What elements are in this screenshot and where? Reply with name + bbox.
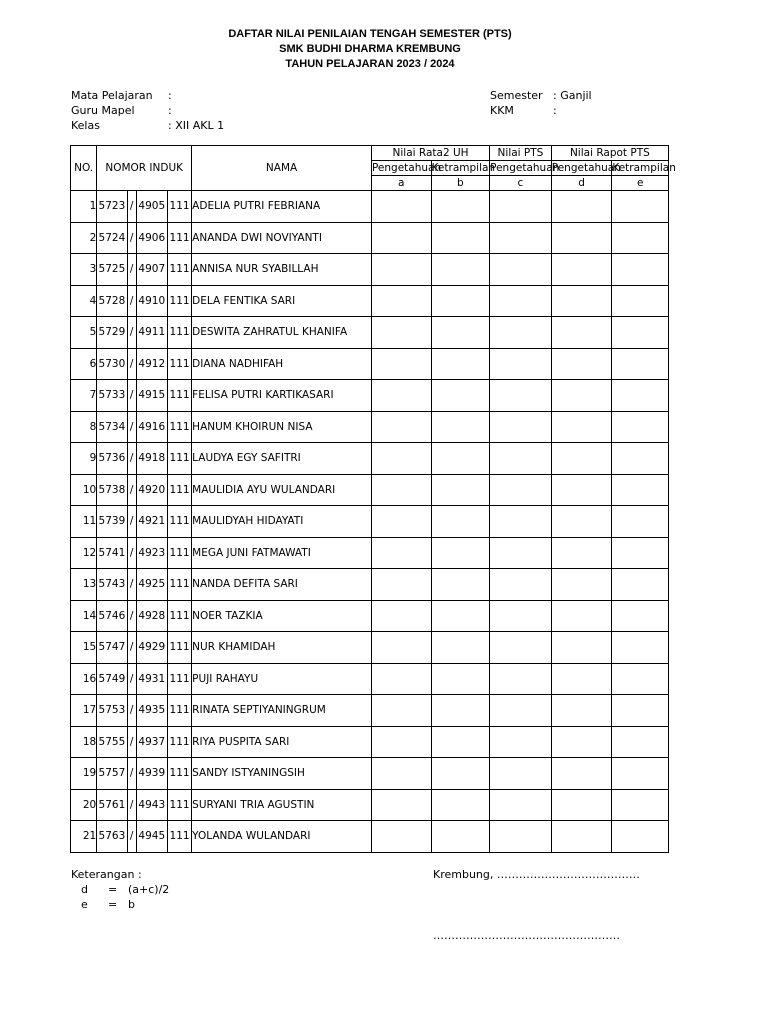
col-header-nomor-induk: NOMOR INDUK xyxy=(97,146,192,191)
column-letter: c xyxy=(490,176,552,191)
nomor-induk-1: 5729 xyxy=(97,317,127,349)
student-name: ANNISA NUR SYABILLAH xyxy=(192,254,372,286)
grade-c-cell[interactable] xyxy=(490,411,552,443)
grade-b-cell[interactable] xyxy=(431,348,490,380)
row-no: 7 xyxy=(71,380,97,412)
row-no: 1 xyxy=(71,191,97,223)
column-letter: d xyxy=(551,176,612,191)
legend-e-var: e xyxy=(81,898,88,911)
row-no: 11 xyxy=(71,506,97,538)
row-no: 5 xyxy=(71,317,97,349)
nomor-induk-separator: / xyxy=(127,222,136,254)
grade-a-cell[interactable] xyxy=(371,695,431,727)
row-no: 15 xyxy=(71,632,97,664)
grade-a-cell[interactable] xyxy=(371,600,431,632)
nomor-induk-3: 111 xyxy=(167,254,191,286)
table-body xyxy=(71,191,669,853)
grade-e-cell[interactable] xyxy=(612,821,669,853)
legend-e-formula: b xyxy=(128,898,135,911)
grade-d-cell[interactable] xyxy=(551,254,612,286)
nomor-induk-3: 111 xyxy=(167,474,191,506)
doc-title: DAFTAR NILAI PENILAIAN TENGAH SEMESTER (PTS) xyxy=(228,28,512,40)
table-row xyxy=(71,474,669,506)
student-name: SURYANI TRIA AGUSTIN xyxy=(192,789,372,821)
grade-b-cell[interactable] xyxy=(431,380,490,412)
nomor-induk-2: 4921 xyxy=(136,506,167,538)
table-row xyxy=(71,285,669,317)
nomor-induk-1: 5741 xyxy=(97,537,127,569)
grade-a-cell[interactable] xyxy=(371,789,431,821)
kkm-value: : xyxy=(553,104,557,117)
grade-a-cell[interactable] xyxy=(371,254,431,286)
nomor-induk-separator: / xyxy=(127,317,136,349)
nomor-induk-separator: / xyxy=(127,726,136,758)
grade-d-cell[interactable] xyxy=(551,726,612,758)
student-name: MEGA JUNI FATMAWATI xyxy=(192,537,372,569)
nomor-induk-2: 4929 xyxy=(136,632,167,664)
grade-c-cell[interactable] xyxy=(490,663,552,695)
nomor-induk-1: 5733 xyxy=(97,380,127,412)
grade-e-cell[interactable] xyxy=(612,380,669,412)
nomor-induk-2: 4912 xyxy=(136,348,167,380)
nomor-induk-3: 111 xyxy=(167,569,191,601)
grade-a-cell[interactable] xyxy=(371,758,431,790)
nomor-induk-separator: / xyxy=(127,821,136,853)
subheader-ketrampilan: Ketrampilan xyxy=(612,162,676,174)
student-name: MAULIDIA AYU WULANDARI xyxy=(192,474,372,506)
table-row xyxy=(71,695,669,727)
student-name: NOER TAZKIA xyxy=(192,600,372,632)
grade-e-cell[interactable] xyxy=(612,222,669,254)
grade-a-cell[interactable] xyxy=(371,569,431,601)
nomor-induk-separator: / xyxy=(127,474,136,506)
grade-a-cell[interactable] xyxy=(371,474,431,506)
nomor-induk-separator: / xyxy=(127,600,136,632)
grade-d-cell[interactable] xyxy=(551,758,612,790)
grade-b-cell[interactable] xyxy=(431,663,490,695)
table-row xyxy=(71,411,669,443)
grade-a-cell[interactable] xyxy=(371,411,431,443)
row-no: 2 xyxy=(71,222,97,254)
nomor-induk-separator: / xyxy=(127,191,136,223)
nomor-induk-1: 5724 xyxy=(97,222,127,254)
grade-d-cell[interactable] xyxy=(551,789,612,821)
grade-a-cell[interactable] xyxy=(371,348,431,380)
grade-a-cell[interactable] xyxy=(371,317,431,349)
grade-c-cell[interactable] xyxy=(490,695,552,727)
nomor-induk-2: 4943 xyxy=(136,789,167,821)
table-row xyxy=(71,821,669,853)
grade-a-cell[interactable] xyxy=(371,191,431,223)
nomor-induk-3: 111 xyxy=(167,285,191,317)
grade-d-cell[interactable] xyxy=(551,191,612,223)
nomor-induk-2: 4911 xyxy=(136,317,167,349)
guru-label: Guru Mapel xyxy=(71,104,135,117)
nomor-induk-separator: / xyxy=(127,348,136,380)
nomor-induk-3: 111 xyxy=(167,632,191,664)
student-name: RINATA SEPTIYANINGRUM xyxy=(192,695,372,727)
nomor-induk-2: 4939 xyxy=(136,758,167,790)
table-row xyxy=(71,317,669,349)
nomor-induk-3: 111 xyxy=(167,821,191,853)
legend-d-eq: = xyxy=(108,883,118,896)
grade-c-cell[interactable] xyxy=(490,821,552,853)
grade-d-cell[interactable] xyxy=(551,695,612,727)
table-row xyxy=(71,789,669,821)
grade-c-cell[interactable] xyxy=(490,285,552,317)
grade-c-cell[interactable] xyxy=(490,191,552,223)
grade-d-cell[interactable] xyxy=(551,821,612,853)
grade-e-cell[interactable] xyxy=(612,411,669,443)
grade-c-cell[interactable] xyxy=(490,632,552,664)
nomor-induk-1: 5761 xyxy=(97,789,127,821)
row-no: 17 xyxy=(71,695,97,727)
grade-a-cell[interactable] xyxy=(371,506,431,538)
nomor-induk-2: 4910 xyxy=(136,285,167,317)
grade-d-cell[interactable] xyxy=(551,569,612,601)
row-no: 10 xyxy=(71,474,97,506)
student-name: NANDA DEFITA SARI xyxy=(192,569,372,601)
nomor-induk-1: 5747 xyxy=(97,632,127,664)
table-row xyxy=(71,348,669,380)
table-row xyxy=(71,191,669,223)
student-name: DELA FENTIKA SARI xyxy=(192,285,372,317)
student-name: PUJI RAHAYU xyxy=(192,663,372,695)
nomor-induk-separator: / xyxy=(127,663,136,695)
grade-c-cell[interactable] xyxy=(490,506,552,538)
grade-b-cell[interactable] xyxy=(431,222,490,254)
grade-b-cell[interactable] xyxy=(431,474,490,506)
grade-e-cell[interactable] xyxy=(612,758,669,790)
nomor-induk-separator: / xyxy=(127,537,136,569)
grade-e-cell[interactable] xyxy=(612,695,669,727)
grade-c-cell[interactable] xyxy=(490,758,552,790)
grade-b-cell[interactable] xyxy=(431,285,490,317)
row-no: 8 xyxy=(71,411,97,443)
nomor-induk-1: 5739 xyxy=(97,506,127,538)
grade-c-cell[interactable] xyxy=(490,380,552,412)
grade-e-cell[interactable] xyxy=(612,726,669,758)
grade-e-cell[interactable] xyxy=(612,600,669,632)
grade-e-cell[interactable] xyxy=(612,569,669,601)
guru-value: : xyxy=(168,104,172,117)
grade-a-cell[interactable] xyxy=(371,821,431,853)
grade-b-cell[interactable] xyxy=(431,411,490,443)
grade-b-cell[interactable] xyxy=(431,537,490,569)
nomor-induk-2: 4937 xyxy=(136,726,167,758)
table-row xyxy=(71,506,669,538)
nomor-induk-3: 111 xyxy=(167,506,191,538)
nomor-induk-3: 111 xyxy=(167,348,191,380)
nomor-induk-2: 4916 xyxy=(136,411,167,443)
grades-table xyxy=(70,145,676,853)
semester-label: Semester xyxy=(490,89,543,102)
nomor-induk-1: 5730 xyxy=(97,348,127,380)
nomor-induk-2: 4918 xyxy=(136,443,167,475)
nomor-induk-1: 5728 xyxy=(97,285,127,317)
column-letter: e xyxy=(612,176,669,191)
nomor-induk-1: 5755 xyxy=(97,726,127,758)
legend-d-formula: (a+c)/2 xyxy=(128,883,170,896)
nomor-induk-separator: / xyxy=(127,380,136,412)
table-row xyxy=(71,758,669,790)
nomor-induk-2: 4920 xyxy=(136,474,167,506)
grade-d-cell[interactable] xyxy=(551,600,612,632)
student-name: ANANDA DWI NOVIYANTI xyxy=(192,222,372,254)
table-row xyxy=(71,222,669,254)
nomor-induk-1: 5738 xyxy=(97,474,127,506)
school-name: SMK BUDHI DHARMA KREMBUNG xyxy=(279,43,461,55)
grade-e-cell[interactable] xyxy=(612,254,669,286)
grade-a-cell[interactable] xyxy=(371,443,431,475)
nomor-induk-separator: / xyxy=(127,506,136,538)
subheader-ketrampilan: Ketrampilan xyxy=(431,162,496,174)
nomor-induk-1: 5743 xyxy=(97,569,127,601)
grade-c-cell[interactable] xyxy=(490,348,552,380)
grade-d-cell[interactable] xyxy=(551,537,612,569)
grade-e-cell[interactable] xyxy=(612,285,669,317)
grade-d-cell[interactable] xyxy=(551,380,612,412)
nomor-induk-1: 5723 xyxy=(97,191,127,223)
grade-b-cell[interactable] xyxy=(431,506,490,538)
grade-b-cell[interactable] xyxy=(431,632,490,664)
grade-b-cell[interactable] xyxy=(431,695,490,727)
mapel-label: Mata Pelajaran xyxy=(71,89,153,102)
grade-e-cell[interactable] xyxy=(612,474,669,506)
grade-a-cell[interactable] xyxy=(371,663,431,695)
grade-b-cell[interactable] xyxy=(431,726,490,758)
grade-d-cell[interactable] xyxy=(551,443,612,475)
grade-a-cell[interactable] xyxy=(371,726,431,758)
grade-a-cell[interactable] xyxy=(371,380,431,412)
table-row xyxy=(71,632,669,664)
row-no: 6 xyxy=(71,348,97,380)
nomor-induk-2: 4928 xyxy=(136,600,167,632)
nomor-induk-separator: / xyxy=(127,254,136,286)
nomor-induk-1: 5725 xyxy=(97,254,127,286)
nomor-induk-3: 111 xyxy=(167,222,191,254)
grade-b-cell[interactable] xyxy=(431,254,490,286)
legend-e-eq: = xyxy=(108,898,118,911)
nomor-induk-separator: / xyxy=(127,285,136,317)
grade-b-cell[interactable] xyxy=(431,758,490,790)
nomor-induk-1: 5749 xyxy=(97,663,127,695)
grade-c-cell[interactable] xyxy=(490,317,552,349)
student-name: FELISA PUTRI KARTIKASARI xyxy=(192,380,372,412)
row-no: 4 xyxy=(71,285,97,317)
grade-e-cell[interactable] xyxy=(612,191,669,223)
col-header-nama: NAMA xyxy=(192,146,372,191)
grade-c-cell[interactable] xyxy=(490,726,552,758)
nomor-induk-separator: / xyxy=(127,443,136,475)
grade-c-cell[interactable] xyxy=(490,443,552,475)
student-name: SANDY ISTYANINGSIH xyxy=(192,758,372,790)
nomor-induk-3: 111 xyxy=(167,443,191,475)
nomor-induk-2: 4905 xyxy=(136,191,167,223)
grade-b-cell[interactable] xyxy=(431,191,490,223)
nomor-induk-separator: / xyxy=(127,789,136,821)
subheader-pengetahuan: Pengetahuan xyxy=(490,162,560,174)
grade-e-cell[interactable] xyxy=(612,537,669,569)
group-header-rapot: Nilai Rapot PTS xyxy=(551,146,668,161)
nomor-induk-2: 4923 xyxy=(136,537,167,569)
kkm-label: KKM xyxy=(490,104,514,117)
nomor-induk-3: 111 xyxy=(167,317,191,349)
nomor-induk-2: 4945 xyxy=(136,821,167,853)
grade-d-cell[interactable] xyxy=(551,348,612,380)
nomor-induk-2: 4907 xyxy=(136,254,167,286)
group-header-uh: Nilai Rata2 UH xyxy=(371,146,489,161)
place-date-line: Krembung, ………………………………… xyxy=(433,868,640,881)
grade-a-cell[interactable] xyxy=(371,632,431,664)
subheader-pengetahuan: Pengetahuan xyxy=(371,162,442,174)
grade-c-cell[interactable] xyxy=(490,254,552,286)
nomor-induk-3: 111 xyxy=(167,789,191,821)
row-no: 9 xyxy=(71,443,97,475)
grade-d-cell[interactable] xyxy=(551,222,612,254)
row-no: 16 xyxy=(71,663,97,695)
nomor-induk-2: 4931 xyxy=(136,663,167,695)
row-no: 3 xyxy=(71,254,97,286)
row-no: 12 xyxy=(71,537,97,569)
table-row xyxy=(71,537,669,569)
grade-c-cell[interactable] xyxy=(490,600,552,632)
column-letter: a xyxy=(371,176,431,191)
grade-a-cell[interactable] xyxy=(371,537,431,569)
student-name: RIYA PUSPITA SARI xyxy=(192,726,372,758)
grade-d-cell[interactable] xyxy=(551,317,612,349)
grade-e-cell[interactable] xyxy=(612,348,669,380)
grade-e-cell[interactable] xyxy=(612,506,669,538)
student-name: DIANA NADHIFAH xyxy=(192,348,372,380)
grade-b-cell[interactable] xyxy=(431,600,490,632)
nomor-induk-2: 4935 xyxy=(136,695,167,727)
nomor-induk-separator: / xyxy=(127,695,136,727)
table-row xyxy=(71,663,669,695)
nomor-induk-separator: / xyxy=(127,569,136,601)
grade-c-cell[interactable] xyxy=(490,222,552,254)
nomor-induk-1: 5736 xyxy=(97,443,127,475)
subheader-pengetahuan: Pengetahuan xyxy=(551,162,621,174)
grade-d-cell[interactable] xyxy=(551,663,612,695)
nomor-induk-3: 111 xyxy=(167,191,191,223)
grade-a-cell[interactable] xyxy=(371,285,431,317)
kelas-label: Kelas xyxy=(71,119,100,132)
nomor-induk-separator: / xyxy=(127,758,136,790)
semester-value: : Ganjil xyxy=(553,89,592,102)
nomor-induk-3: 111 xyxy=(167,380,191,412)
nomor-induk-1: 5746 xyxy=(97,600,127,632)
group-header-pts: Nilai PTS xyxy=(490,146,552,161)
student-name: LAUDYA EGY SAFITRI xyxy=(192,443,372,475)
grade-c-cell[interactable] xyxy=(490,789,552,821)
legend-d-var: d xyxy=(81,883,88,896)
grade-b-cell[interactable] xyxy=(431,317,490,349)
table-row xyxy=(71,443,669,475)
student-name: ADELIA PUTRI FEBRIANA xyxy=(192,191,372,223)
row-no: 14 xyxy=(71,600,97,632)
nomor-induk-1: 5763 xyxy=(97,821,127,853)
table-row xyxy=(71,726,669,758)
grade-d-cell[interactable] xyxy=(551,285,612,317)
grade-b-cell[interactable] xyxy=(431,569,490,601)
signature-line: …………………………………………… xyxy=(433,929,620,942)
student-name: NUR KHAMIDAH xyxy=(192,632,372,664)
student-name: HANUM KHOIRUN NISA xyxy=(192,411,372,443)
grade-e-cell[interactable] xyxy=(612,663,669,695)
table-row xyxy=(71,600,669,632)
nomor-induk-3: 111 xyxy=(167,411,191,443)
nomor-induk-1: 5734 xyxy=(97,411,127,443)
grade-b-cell[interactable] xyxy=(431,443,490,475)
grade-c-cell[interactable] xyxy=(490,537,552,569)
nomor-induk-1: 5757 xyxy=(97,758,127,790)
nomor-induk-1: 5753 xyxy=(97,695,127,727)
row-no: 19 xyxy=(71,758,97,790)
column-letter: b xyxy=(431,176,490,191)
nomor-induk-3: 111 xyxy=(167,663,191,695)
grade-e-cell[interactable] xyxy=(612,789,669,821)
row-no: 18 xyxy=(71,726,97,758)
grade-b-cell[interactable] xyxy=(431,821,490,853)
mapel-value: : xyxy=(168,89,172,102)
grade-d-cell[interactable] xyxy=(551,506,612,538)
grade-d-cell[interactable] xyxy=(551,474,612,506)
grade-c-cell[interactable] xyxy=(490,474,552,506)
student-name: YOLANDA WULANDARI xyxy=(192,821,372,853)
table-row xyxy=(71,380,669,412)
grade-e-cell[interactable] xyxy=(612,443,669,475)
grade-e-cell[interactable] xyxy=(612,317,669,349)
academic-year: TAHUN PELAJARAN 2023 / 2024 xyxy=(285,58,455,70)
nomor-induk-2: 4915 xyxy=(136,380,167,412)
kelas-value: : XII AKL 1 xyxy=(168,119,225,132)
nomor-induk-separator: / xyxy=(127,632,136,664)
nomor-induk-3: 111 xyxy=(167,600,191,632)
col-header-no: NO. xyxy=(71,146,97,191)
grade-b-cell[interactable] xyxy=(431,789,490,821)
row-no: 13 xyxy=(71,569,97,601)
table-row xyxy=(71,254,669,286)
keterangan-label: Keterangan : xyxy=(71,868,142,881)
grade-e-cell[interactable] xyxy=(612,632,669,664)
row-no: 21 xyxy=(71,821,97,853)
nomor-induk-3: 111 xyxy=(167,726,191,758)
nomor-induk-2: 4925 xyxy=(136,569,167,601)
grade-a-cell[interactable] xyxy=(371,222,431,254)
nomor-induk-3: 111 xyxy=(167,695,191,727)
table-row xyxy=(71,569,669,601)
grade-d-cell[interactable] xyxy=(551,632,612,664)
student-name: DESWITA ZAHRATUL KHANIFA xyxy=(192,317,372,349)
student-name: MAULIDYAH HIDAYATI xyxy=(192,506,372,538)
nomor-induk-3: 111 xyxy=(167,537,191,569)
nomor-induk-separator: / xyxy=(127,411,136,443)
nomor-induk-3: 111 xyxy=(167,758,191,790)
nomor-induk-2: 4906 xyxy=(136,222,167,254)
grade-c-cell[interactable] xyxy=(490,569,552,601)
row-no: 20 xyxy=(71,789,97,821)
grade-d-cell[interactable] xyxy=(551,411,612,443)
